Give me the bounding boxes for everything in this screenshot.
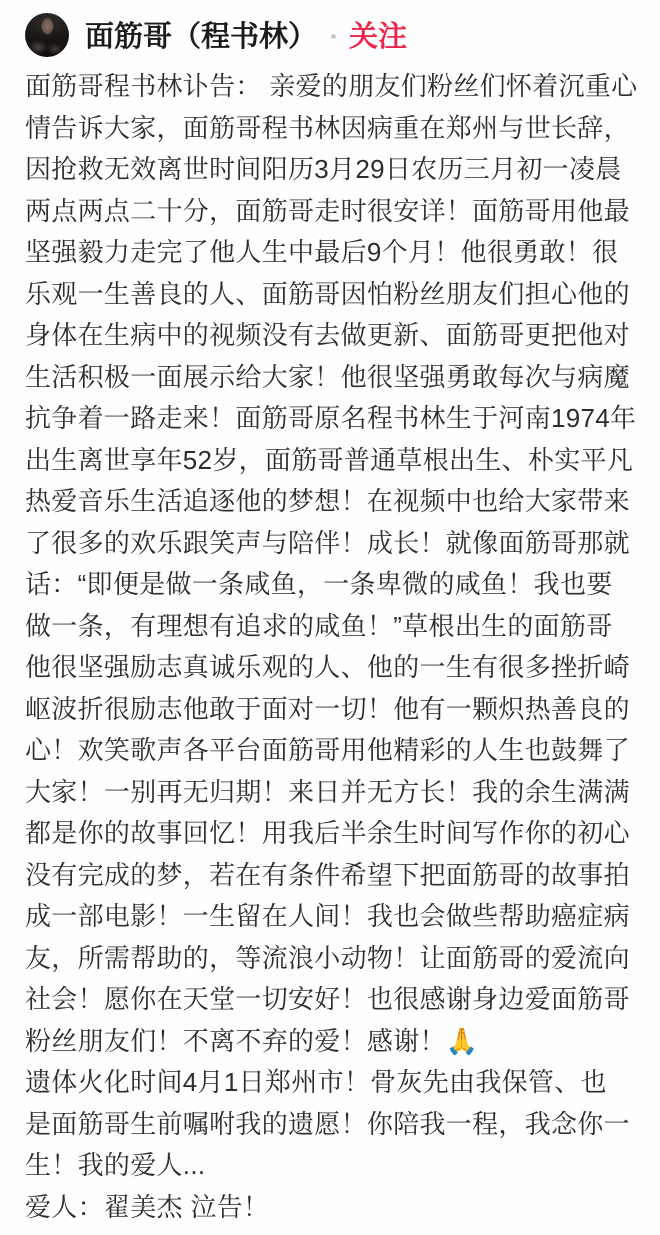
post-text-line: 是面筋哥生前嘱咐我的遗愿！你陪我一程，我念你一 bbox=[25, 1108, 630, 1139]
post-text-line: 爱人：翟美杰 泣告！ bbox=[25, 1191, 270, 1222]
username[interactable]: 面筋哥（程书林） bbox=[85, 21, 318, 53]
post-text-line: 粉丝朋友们！不离不弃的爱！感谢！🙏 bbox=[25, 1025, 479, 1056]
post-text-line: 友，所需帮助的，等流浪小动物！让面筋哥的爱流向 bbox=[25, 942, 630, 973]
follow-button[interactable]: 关注 bbox=[349, 21, 408, 53]
post-text-line: 大家！一别再无归期！来日并无方长！我的余生满满 bbox=[25, 776, 630, 807]
post-text-line: 乐观一生善良的人、面筋哥因怕粉丝朋友们担心他的 bbox=[25, 278, 630, 309]
post-text-line: 情告诉大家，面筋哥程书林因病重在郑州与世长辞， bbox=[25, 112, 630, 143]
post-text-lines bbox=[25, 66, 660, 1228]
post-text-line: 身体在生病中的视频没有去做更新、面筋哥更把他对 bbox=[25, 320, 630, 350]
post-text-line: 热爱音乐生活追逐他的梦想！在视频中也给大家带来 bbox=[25, 486, 630, 516]
user-avatar[interactable] bbox=[25, 13, 69, 57]
post-text-line: 生活积极一面展示给大家！他很坚强勇敢每次与病魔 bbox=[25, 361, 630, 392]
post-text-line: 岖波折很励志他敢于面对一切！他有一颗炽热善良的 bbox=[25, 693, 630, 724]
post-text-line: 做一条，有理想有追求的咸鱼！”草根出生的面筋哥 bbox=[25, 610, 613, 641]
post-text-line: 话：“即便是做一条咸鱼，一条卑微的咸鱼！我也要 bbox=[25, 569, 613, 599]
post-body bbox=[0, 60, 660, 1228]
post-text-line: 出生离世享年52岁，面筋哥普通草根出生、朴实平凡 bbox=[25, 444, 634, 475]
post-text-line: 他很坚强励志真诚乐观的人、他的一生有很多挫折崎 bbox=[25, 652, 630, 682]
post-text-line: 遗体火化时间4月1日郑州市！骨灰先由我保管、也 bbox=[25, 1067, 607, 1097]
post-header bbox=[0, 0, 660, 60]
post-text-line: 成一部电影！一生留在人间！我也会做些帮助癌症病 bbox=[25, 901, 630, 931]
post-text-line: 抗争着一路走来！面筋哥原名程书林生于河南1974年 bbox=[25, 403, 637, 433]
post-text-line: 因抢救无效离世时间阳历3月29日农历三月初一凌晨 bbox=[25, 154, 622, 184]
post-text-line: 没有完成的梦，若在有条件希望下把面筋哥的故事拍 bbox=[25, 859, 630, 890]
post-text-line: 生！我的爱人... bbox=[25, 1150, 206, 1180]
post-text-line: 社会！愿你在天堂一切安好！也很感谢身边爱面筋哥 bbox=[25, 984, 630, 1014]
post-text-line: 都是你的故事回忆！用我后半余生时间写作你的初心 bbox=[25, 818, 630, 848]
separator-dot-icon bbox=[331, 34, 336, 39]
post-text-line: 坚强毅力走完了他人生中最后9个月！他很勇敢！很 bbox=[25, 237, 619, 267]
post-text-line: 面筋哥程书林讣告： 亲爱的朋友们粉丝们怀着沉重心 bbox=[25, 71, 638, 101]
post-text-line: 两点两点二十分，面筋哥走时很安详！面筋哥用他最 bbox=[25, 195, 630, 226]
post-text-line: 了很多的欢乐跟笑声与陪伴！成长！就像面筋哥那就 bbox=[25, 527, 630, 558]
post-text-line: 心！欢笑歌声各平台面筋哥用他精彩的人生也鼓舞了 bbox=[25, 735, 630, 765]
